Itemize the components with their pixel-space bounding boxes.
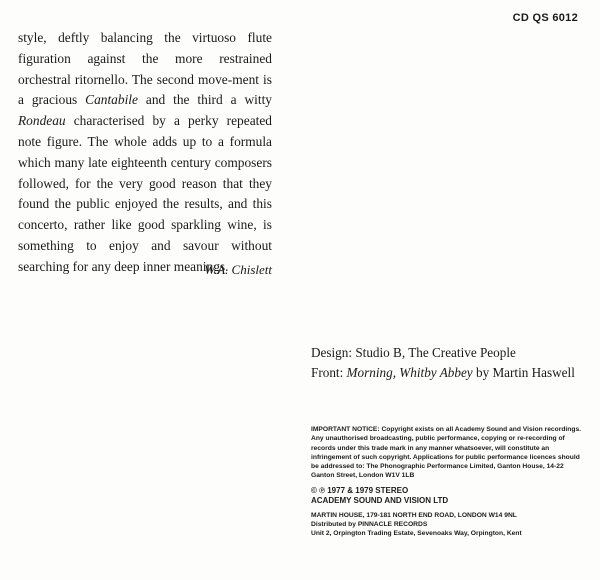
essay-emphasis-rondeau: Rondeau <box>18 113 66 129</box>
important-notice <box>311 425 586 481</box>
front-prefix: Front: <box>311 364 347 380</box>
notice-text: Copyright exists on all Academy Sound and Vision recordings. Any unauthorised broadcasting, public performance, copying or re-recording of records under this trade mark in any manner whatsoever, will constitute an infringement of such copyright. Applications for public performance licences should be addressed to: The Phonographic Performance Limited, Ganton House, 14-22 Ganton Street, London W1V 1LB <box>311 426 582 480</box>
essay-emphasis-cantabile: Cantabile <box>85 92 138 108</box>
front-cover-title: Morning, Whitby Abbey <box>346 364 473 380</box>
address-line-3: Unit 2, Orpington Trading Estate, Sevenoaks Way, Orpington, Kent <box>311 530 522 538</box>
liner-notes-text <box>18 28 272 278</box>
address-block <box>311 511 586 539</box>
essay-part-3: characterised by a perky repeated note figure. The whole adds up to a formula which many late eighteenth century composers followed, for the very good reason that they found the public enjoyed the results, and this concerto, rather like good sparkling wine, is something to enjoy and savour without searching for any deep inner meanings. <box>18 113 272 274</box>
address-line-1: MARTIN HOUSE, 179-181 NORTH END ROAD, LONDON W14 9NL <box>311 511 517 519</box>
fine-print <box>311 425 586 544</box>
record-label-name: ACADEMY SOUND AND VISION LTD <box>311 495 449 505</box>
author-signature: W.A. Chislett <box>204 262 272 277</box>
essay-part-2: and the third a witty <box>137 92 272 108</box>
design-credit: Design: Studio B, The Creative People <box>311 345 516 360</box>
copyright-line: © ℗ 1977 & 1979 STEREO <box>311 485 409 495</box>
notice-label: IMPORTANT NOTICE: <box>311 426 380 433</box>
essay-paragraph <box>18 28 272 278</box>
address-line-2: Distributed by PINNACLE RECORDS <box>311 521 428 529</box>
front-cover-artist: by Martin Haswell <box>472 364 575 380</box>
essay-part-1: style, deftly balancing the virtuoso flute figuration against the more restrained orchestral ritornello. The second move-ment is a gracious <box>18 30 272 108</box>
design-credits <box>311 343 581 382</box>
copyright-block <box>311 486 586 506</box>
front-cover-credit <box>311 363 581 383</box>
catalogue-number: CD QS 6012 <box>512 12 578 24</box>
